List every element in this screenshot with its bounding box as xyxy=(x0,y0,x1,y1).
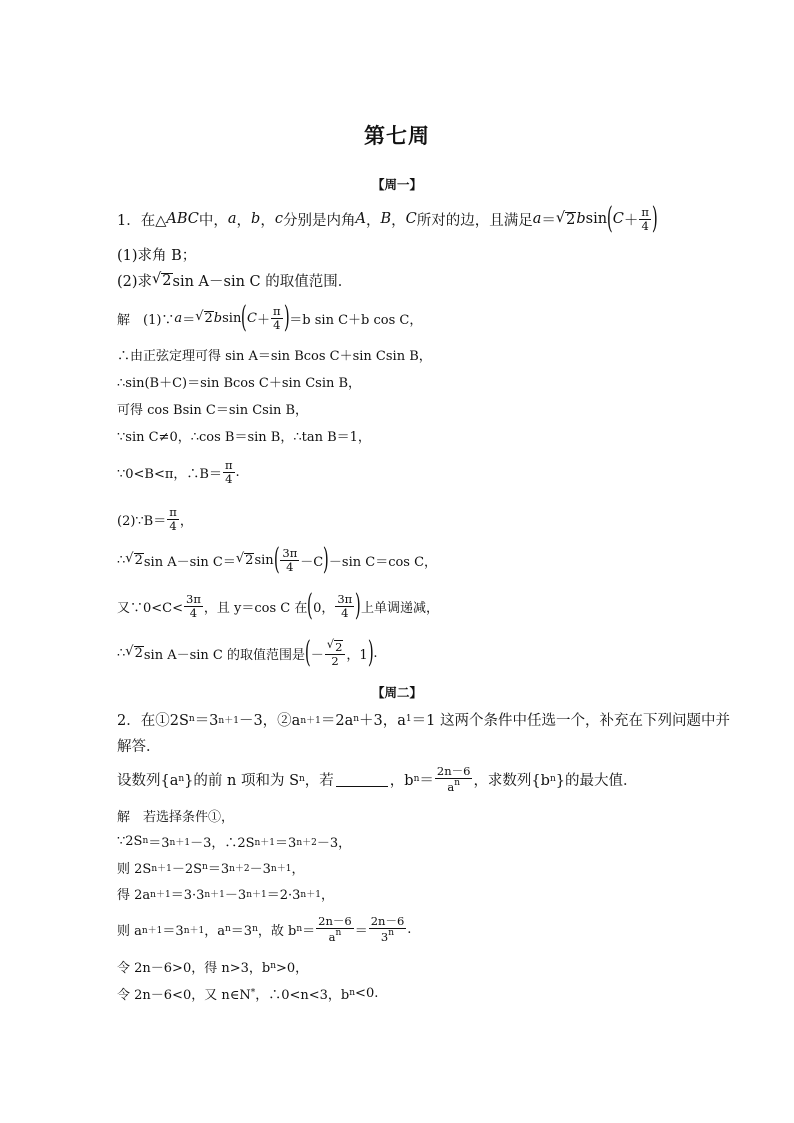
solution-2-line-2: ∵2S n ＝3 n＋1 －3，∴2S n＋1 ＝3 n＋2 －3， xyxy=(117,833,352,851)
answer-blank[interactable] xyxy=(336,772,388,787)
solution-1-line-10: ∴ √ 2 sin A－sin C 的取值范围是 ( － √ 2 2 ，1 ) . xyxy=(117,635,378,670)
solution-1-line-4: 可得 cos Bsin C＝sin Csin B， xyxy=(117,402,309,418)
problem-1-part-2: (2)求 √ 2 sin A－sin C 的取值范围． xyxy=(117,270,353,290)
problem-1-statement: 1．在△ ABC 中， a ， b ， c 分别是内角 A ， B ， C 所对的边，且满足 a ＝ √ 2 b sin ( C ＋ $\frac{\pi}{4}$ ) xyxy=(117,201,658,236)
solution-1-line-7: (2)∵B＝ $\frac{\pi}{4}$ ， xyxy=(117,504,193,533)
solution-1-line-1: 解 (1)∵ a ＝ √ 2 b sin ( C ＋ $\frac{\pi}{4}$ ) ＝b sin C＋b cos C， xyxy=(117,300,423,335)
problem-2-statement-line-3: 设数列{a n }的前 n 项和为 S n ，若 ，b n ＝ $\frac{2n-6}{a^n}$ ，求数列{b n }的最大值． xyxy=(117,763,638,794)
solution-2-line-3: 则 2S n＋1 －2S n ＝3 n＋2 －3 n＋1 ， xyxy=(117,861,305,877)
solution-1-line-9: 又∵0<C< $\frac{3\pi}{4}$ ，且 y＝cos C 在 ( 0， $\frac{3\pi}{4}$ ) 上单调递减， xyxy=(117,588,439,623)
page-title: 第七周 xyxy=(364,124,430,148)
solution-1-line-3: ∴sin(B＋C)＝sin Bcos C＋sin Csin B， xyxy=(117,375,362,391)
problem-2-statement-line-2: 解答． xyxy=(117,738,161,755)
problem-2-statement-line-1: 2．在①2S n ＝3 n＋1 －3，②a n＋1 ＝2a n ＋3，a 1 ＝1 这两个条件中任选一个，补充在下列问题中并 xyxy=(117,712,730,729)
solution-1-line-8: ∴ √ 2 sin A－sin C＝ √ 2 sin ( $\frac{3\pi}{4}$ －C ) －sin C＝cos C， xyxy=(117,542,438,577)
solution-2-line-4: 得 2a n＋1 ＝3·3 n＋1 －3 n＋1 ＝2·3 n＋1 ， xyxy=(117,887,334,903)
solution-2-line-1: 解 若选择条件①， xyxy=(117,809,235,825)
solution-1-line-5: ∵sin C≠0，∴cos B＝sin B，∴tan B＝1， xyxy=(117,429,371,445)
solution-2-line-6: 令 2n－6>0，得 n>3，b n >0， xyxy=(117,960,309,976)
solution-1-line-2: ∴由正弦定理可得 sin A＝sin Bcos C＋sin Csin B， xyxy=(117,348,432,364)
problem-1-part-1: (1)求角 B； xyxy=(117,247,197,264)
section-heading-tuesday: 【周二】 xyxy=(371,685,422,700)
solution-1-line-6: ∵0<B<π，∴B＝ $\frac{\pi}{4}$ . xyxy=(117,457,240,486)
section-heading-monday: 【周一】 xyxy=(371,177,422,192)
solution-2-line-5: 则 a n＋1 ＝3 n＋1 ，a n ＝3 n ，故 b n ＝ $\frac{2n-6}{a^n}$ ＝ $\frac{2n-6}{3^n}$ . xyxy=(117,913,412,944)
solution-2-line-7: 令 2n－6<0，又 n∈N * ，∴0<n<3，b n <0. xyxy=(117,985,379,1003)
